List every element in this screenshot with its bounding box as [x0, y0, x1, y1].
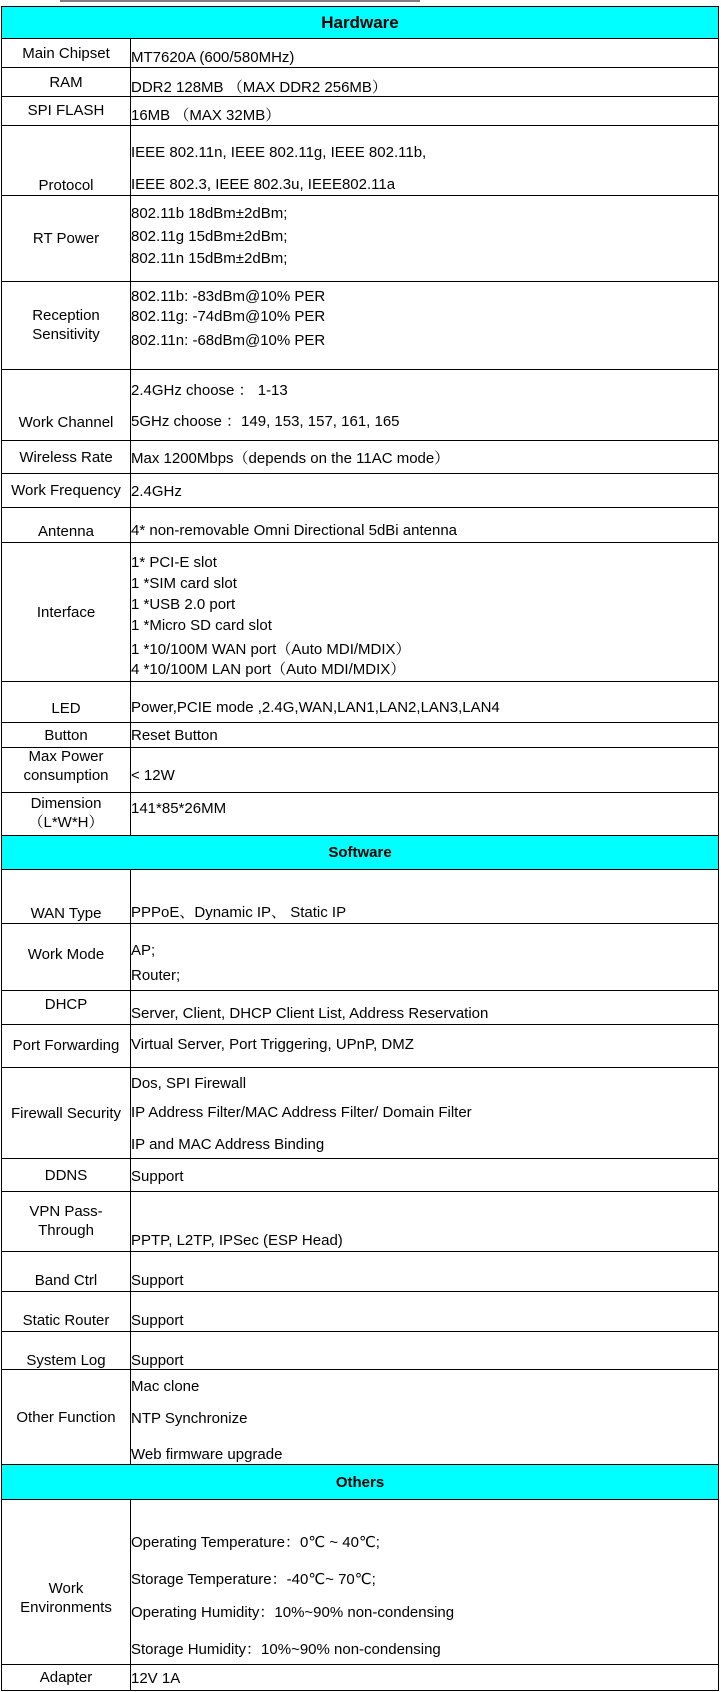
spec-value: 802.11b 18dBm±2dBm; — [131, 205, 288, 222]
spec-label: RAM — [49, 73, 83, 91]
spec-value: Support — [131, 1352, 184, 1369]
spec-value: IEEE 802.11n, IEEE 802.11g, IEEE 802.11b, — [131, 144, 427, 161]
spec-label: Dimension （L*W*H） — [28, 795, 104, 831]
spec-label: Main Chipset — [22, 44, 110, 62]
spec-label: Work Channel — [18, 413, 114, 431]
spec-value: Operating Humidity：10%~90% non-condensing — [131, 1604, 455, 1621]
spec-value: Storage Temperature：-40℃~ 70℃; — [131, 1571, 376, 1588]
spec-value: 802.11g 15dBm±2dBm; — [131, 228, 288, 245]
grid-line — [718, 6, 719, 1690]
grid-line — [1, 369, 719, 370]
section-header-hardware: Hardware — [2, 7, 718, 38]
grid-line — [1, 507, 719, 508]
grid-line — [1, 1251, 719, 1252]
spec-value: 802.11b: -83dBm@10% PER — [131, 288, 326, 305]
spec-label: Adapter — [39, 1669, 93, 1686]
grid-line — [130, 1499, 131, 1690]
spec-value: 16MB （MAX 32MB） — [131, 107, 281, 124]
spec-value: DDR2 128MB （MAX DDR2 256MB） — [131, 79, 387, 96]
spec-value: Virtual Server, Port Triggering, UPnP, DMZ — [131, 1036, 414, 1053]
spec-label: Work Frequency — [11, 482, 121, 499]
spec-value: Dos, SPI Firewall — [131, 1075, 247, 1092]
spec-value: 1 *SIM card slot — [131, 575, 237, 592]
spec-label: SPI FLASH — [27, 102, 105, 119]
spec-label: WAN Type — [30, 904, 102, 922]
spec-label: RT Power — [32, 229, 100, 247]
spec-value: Server, Client, DHCP Client List, Address Reservation — [131, 1005, 489, 1022]
spec-value: Operating Temperature：0℃ ~ 40℃; — [131, 1534, 380, 1551]
spec-label: Band Ctrl — [34, 1271, 98, 1289]
spec-value: 802.11n 15dBm±2dBm; — [131, 250, 288, 267]
spec-value: Reset Button — [131, 727, 218, 744]
grid-line — [1, 1690, 719, 1691]
spec-value: 802.11n: -68dBm@10% PER — [131, 332, 326, 349]
spec-value: Storage Humidity：10%~90% non-condensing — [131, 1641, 441, 1658]
spec-value: Support — [131, 1312, 184, 1329]
spec-label: Antenna — [38, 522, 94, 540]
spec-label: DDNS — [44, 1166, 88, 1184]
spec-label: Static Router — [22, 1311, 110, 1329]
spec-value: PPTP, L2TP, IPSec (ESP Head) — [131, 1232, 343, 1249]
spec-value: Router; — [131, 967, 181, 984]
spec-label: Wireless Rate — [19, 448, 113, 466]
grid-line — [1, 869, 719, 870]
spec-label: Max Power consumption — [23, 748, 109, 784]
spec-value: IEEE 802.3, IEEE 802.3u, IEEE802.11a — [131, 176, 396, 193]
spec-value: Mac clone — [131, 1378, 200, 1395]
spec-value: 4 *10/100M LAN port（Auto MDI/MDIX） — [131, 661, 406, 678]
section-header-software: Software — [2, 836, 718, 869]
spec-label: Work Environments — [20, 1580, 112, 1616]
spec-value: 1 *Micro SD card slot — [131, 617, 272, 634]
spec-label: Reception Sensitivity — [32, 307, 100, 343]
grid-line — [60, 0, 420, 2]
spec-value: MT7620A (600/580MHz) — [131, 49, 295, 66]
spec-value: 2.4GHz choose ： 1-13 — [131, 382, 288, 399]
spec-value: Support — [131, 1272, 184, 1289]
spec-value: < 12W — [131, 767, 175, 784]
spec-label: Work Mode — [27, 945, 105, 963]
spec-label: Port Forwarding — [12, 1036, 120, 1054]
spec-value: IP Address Filter/MAC Address Filter/ Domain Filter — [131, 1104, 472, 1121]
spec-label: System Log — [26, 1351, 106, 1369]
spec-value: Web firmware upgrade — [131, 1446, 283, 1463]
spec-value: PPPoE、Dynamic IP、 Static IP — [131, 904, 347, 921]
spec-label: Other Function — [16, 1408, 116, 1426]
section-header-others: Others — [2, 1465, 718, 1499]
spec-value: 1 *USB 2.0 port — [131, 596, 236, 613]
spec-label: DHCP — [44, 995, 88, 1013]
spec-value: 141*85*26MM — [131, 800, 227, 817]
spec-label: Protocol — [38, 176, 94, 194]
spec-value: Max 1200Mbps（depends on the 11AC mode） — [131, 450, 450, 467]
spec-label: LED — [51, 699, 81, 717]
spec-value: 2.4GHz — [131, 483, 182, 500]
spec-value: 4* non-removable Omni Directional 5dBi antenna — [131, 522, 458, 539]
spec-value: Support — [131, 1168, 184, 1185]
spec-value: NTP Synchronize — [131, 1410, 248, 1427]
spec-value: 1 *10/100M WAN port（Auto MDI/MDIX） — [131, 641, 411, 658]
spec-value: AP; — [131, 942, 156, 959]
grid-line — [1, 125, 719, 126]
spec-value: 1* PCI-E slot — [131, 554, 217, 571]
spec-value: Power,PCIE mode ,2.4G,WAN,LAN1,LAN2,LAN3,LAN4 — [131, 699, 500, 716]
spec-value: IP and MAC Address Binding — [131, 1136, 325, 1153]
spec-label: VPN Pass-Through — [29, 1203, 103, 1239]
spec-label: Button — [44, 726, 88, 744]
spec-value: 802.11g: -74dBm@10% PER — [131, 308, 326, 325]
spec-value: 5GHz choose ：149, 153, 157, 161, 165 — [131, 413, 400, 430]
spec-label: Interface — [36, 603, 96, 621]
grid-line — [1, 681, 719, 682]
spec-value: 12V 1A — [131, 1670, 181, 1687]
spec-label: Firewall Security — [10, 1104, 122, 1122]
